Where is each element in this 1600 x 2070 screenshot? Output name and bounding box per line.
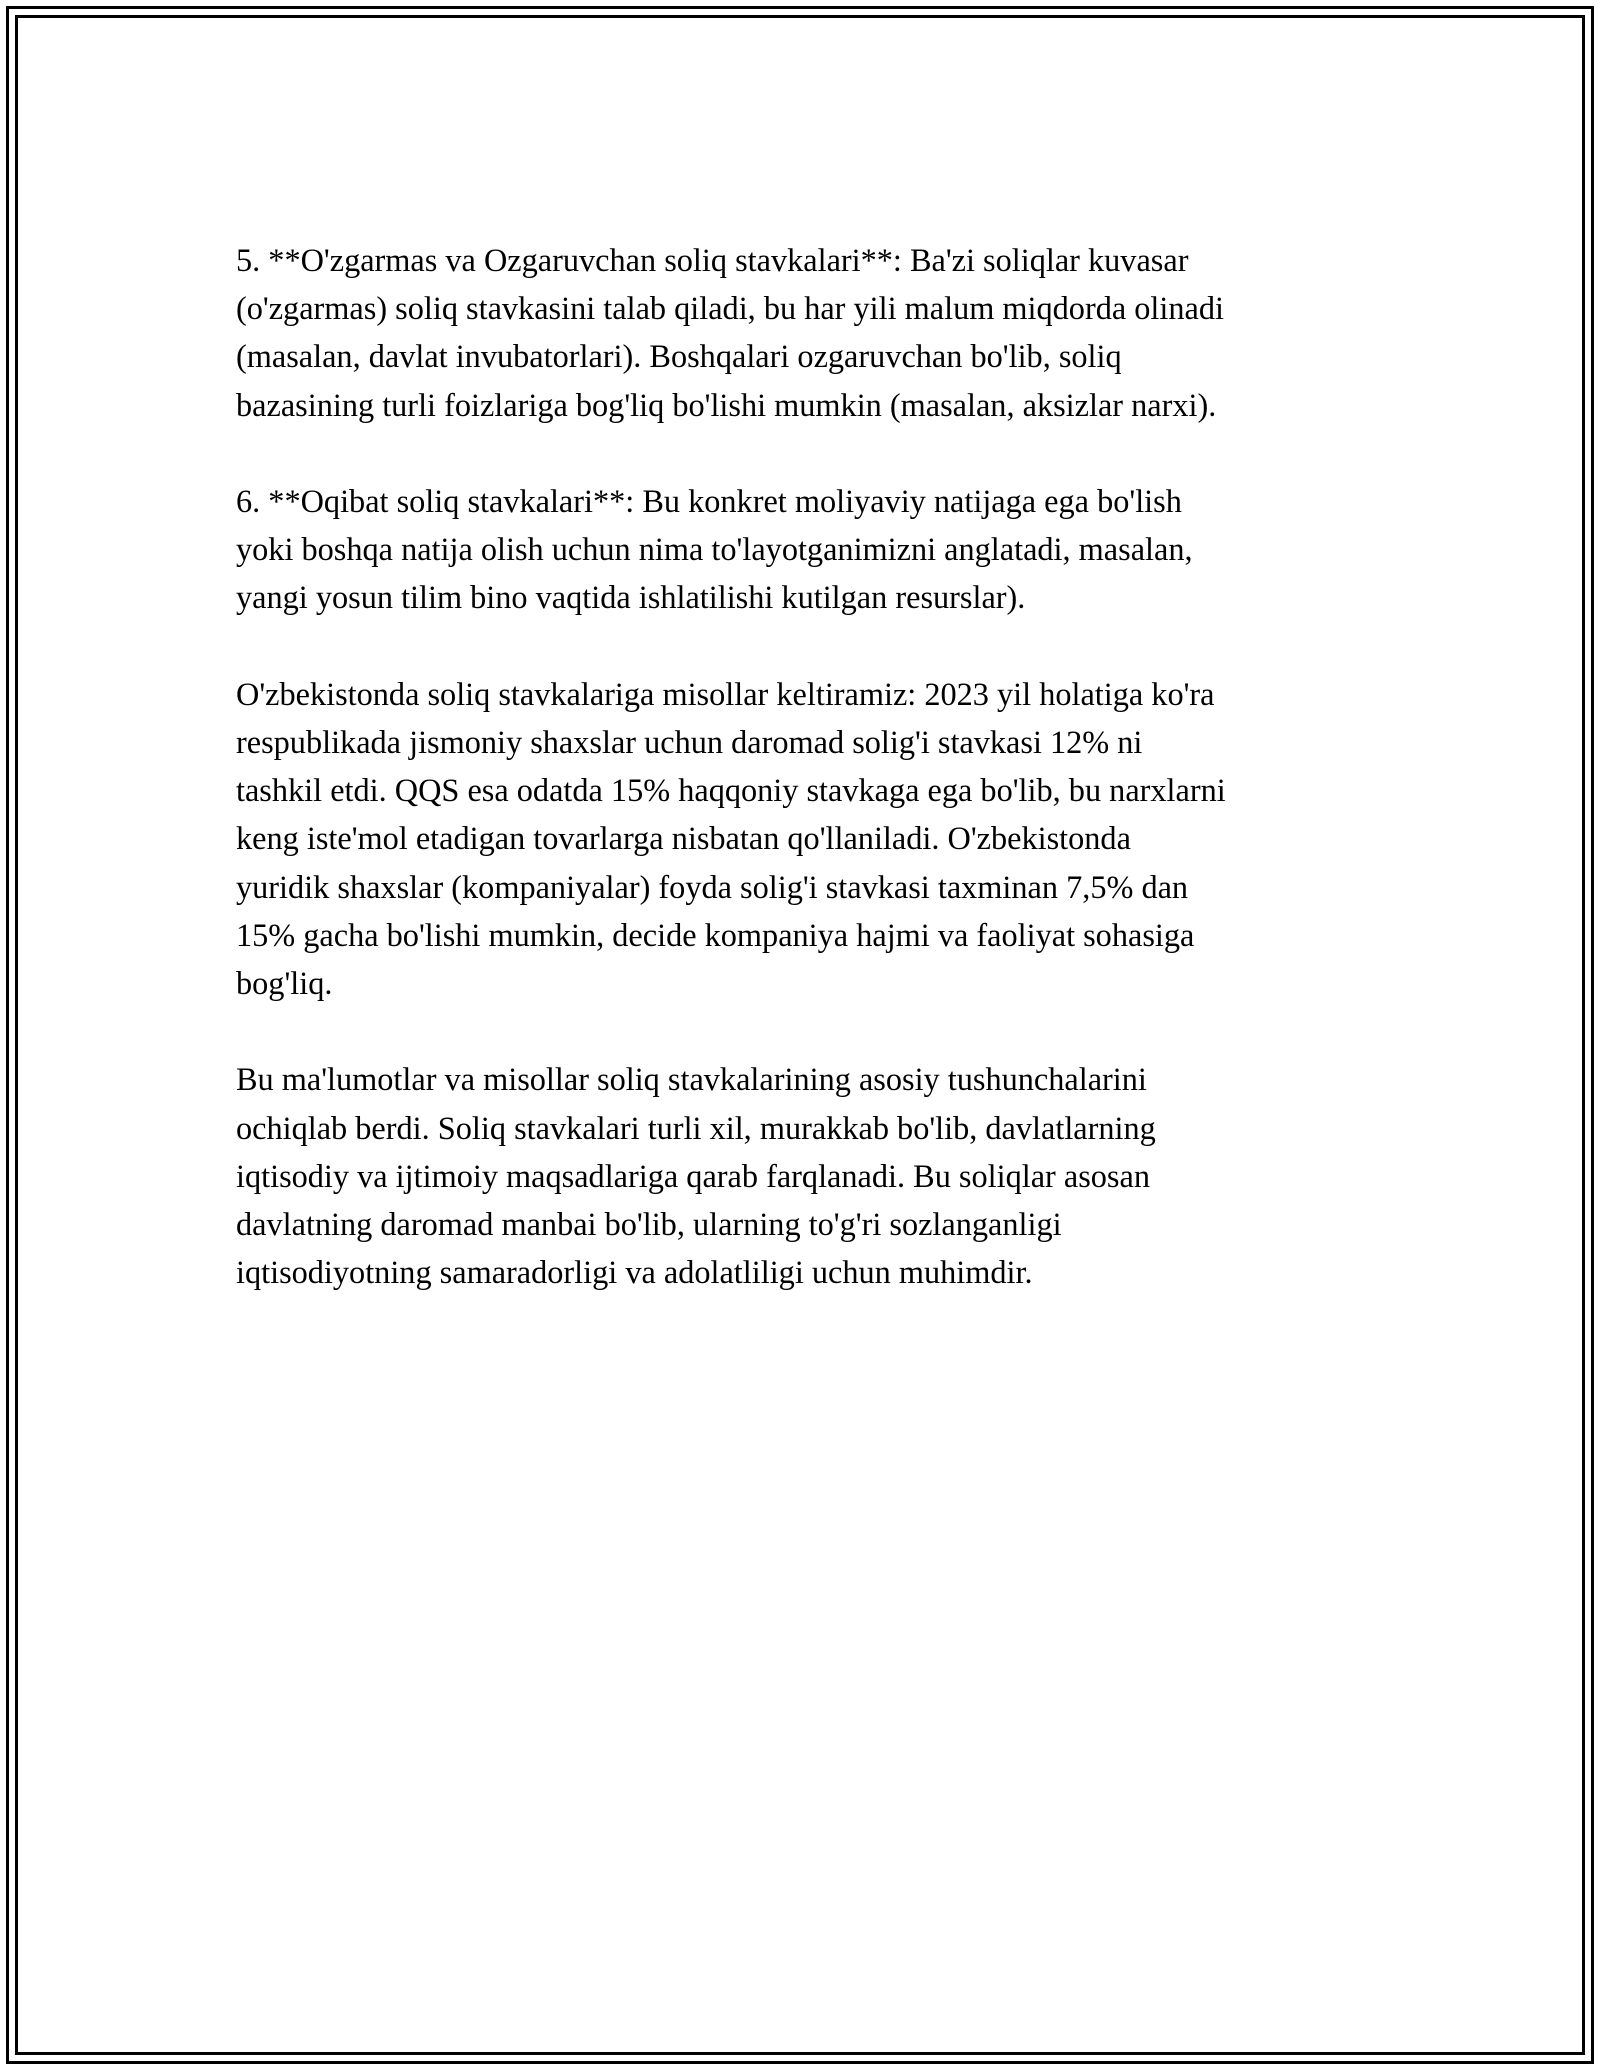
- text-line: O'zbekistonda soliq stavkalariga misollar keltiramiz: 2023 yil holatiga ko'ra: [236, 675, 1215, 712]
- text-line: yuridik shaxslar (kompaniyalar) foyda solig'i stavkasi taxminan 7,5% dan: [236, 868, 1189, 905]
- text-line: bazasining turli foizlariga bog'liq bo'lishi mumkin (masalan, aksizlar narxi).: [236, 386, 1217, 423]
- paragraph-consequence-rates: [236, 477, 1366, 622]
- text-line: bog'liq.: [236, 965, 333, 1002]
- text-line: yoki boshqa natija olish uchun nima to'layotganimizni anglatadi, masalan,: [236, 531, 1193, 568]
- text-line: 15% gacha bo'lishi mumkin, decide kompaniya hajmi va faoliyat sohasiga: [236, 916, 1195, 953]
- text-line: ochiqlab berdi. Soliq stavkalari turli xil, murakkab bo'lib, davlatlarning: [236, 1109, 1156, 1146]
- paragraph-conclusion: [236, 1055, 1366, 1296]
- text-line: (masalan, davlat invubatorlari). Boshqalari ozgaruvchan bo'lib, soliq: [236, 338, 1122, 375]
- text-line: (o'zgarmas) soliq stavkasini talab qiladi, bu har yili malum miqdorda olinadi: [236, 290, 1224, 327]
- text-line: davlatning daromad manbai bo'lib, ularning to'g'ri sozlanganligi: [236, 1206, 1062, 1243]
- text-line: iqtisodiyotning samaradorligi va adolatliligi uchun muhimdir.: [236, 1254, 1033, 1291]
- text-line: keng iste'mol etadigan tovarlarga nisbatan qo'llaniladi. O'zbekistonda: [236, 820, 1131, 857]
- text-line: 5. **O'zgarmas va Ozgaruvchan soliq stavkalari**: Ba'zi soliqlar kuvasar: [236, 242, 1189, 278]
- text-line: tashkil etdi. QQS esa odatda 15% haqqoniy stavkaga ega bo'lib, bu narxlarni: [236, 772, 1226, 809]
- document-body: [236, 236, 1366, 1345]
- paragraph-fixed-variable-rates: [236, 236, 1366, 429]
- text-line: yangi yosun tilim bino vaqtida ishlatilishi kutilgan resurslar).: [236, 579, 1026, 616]
- text-line: Bu ma'lumotlar va misollar soliq stavkalarining asosiy tushunchalarini: [236, 1061, 1147, 1098]
- text-line: respublikada jismoniy shaxslar uchun daromad solig'i stavkasi 12% ni: [236, 724, 1143, 760]
- text-line: iqtisodiy va ijtimoiy maqsadlariga qarab farqlanadi. Bu soliqlar asosan: [236, 1157, 1150, 1194]
- text-line: 6. **Oqibat soliq stavkalari**: Bu konkret moliyaviy natijaga ega bo'lish: [236, 483, 1182, 519]
- paragraph-uzbekistan-examples: [236, 670, 1366, 1007]
